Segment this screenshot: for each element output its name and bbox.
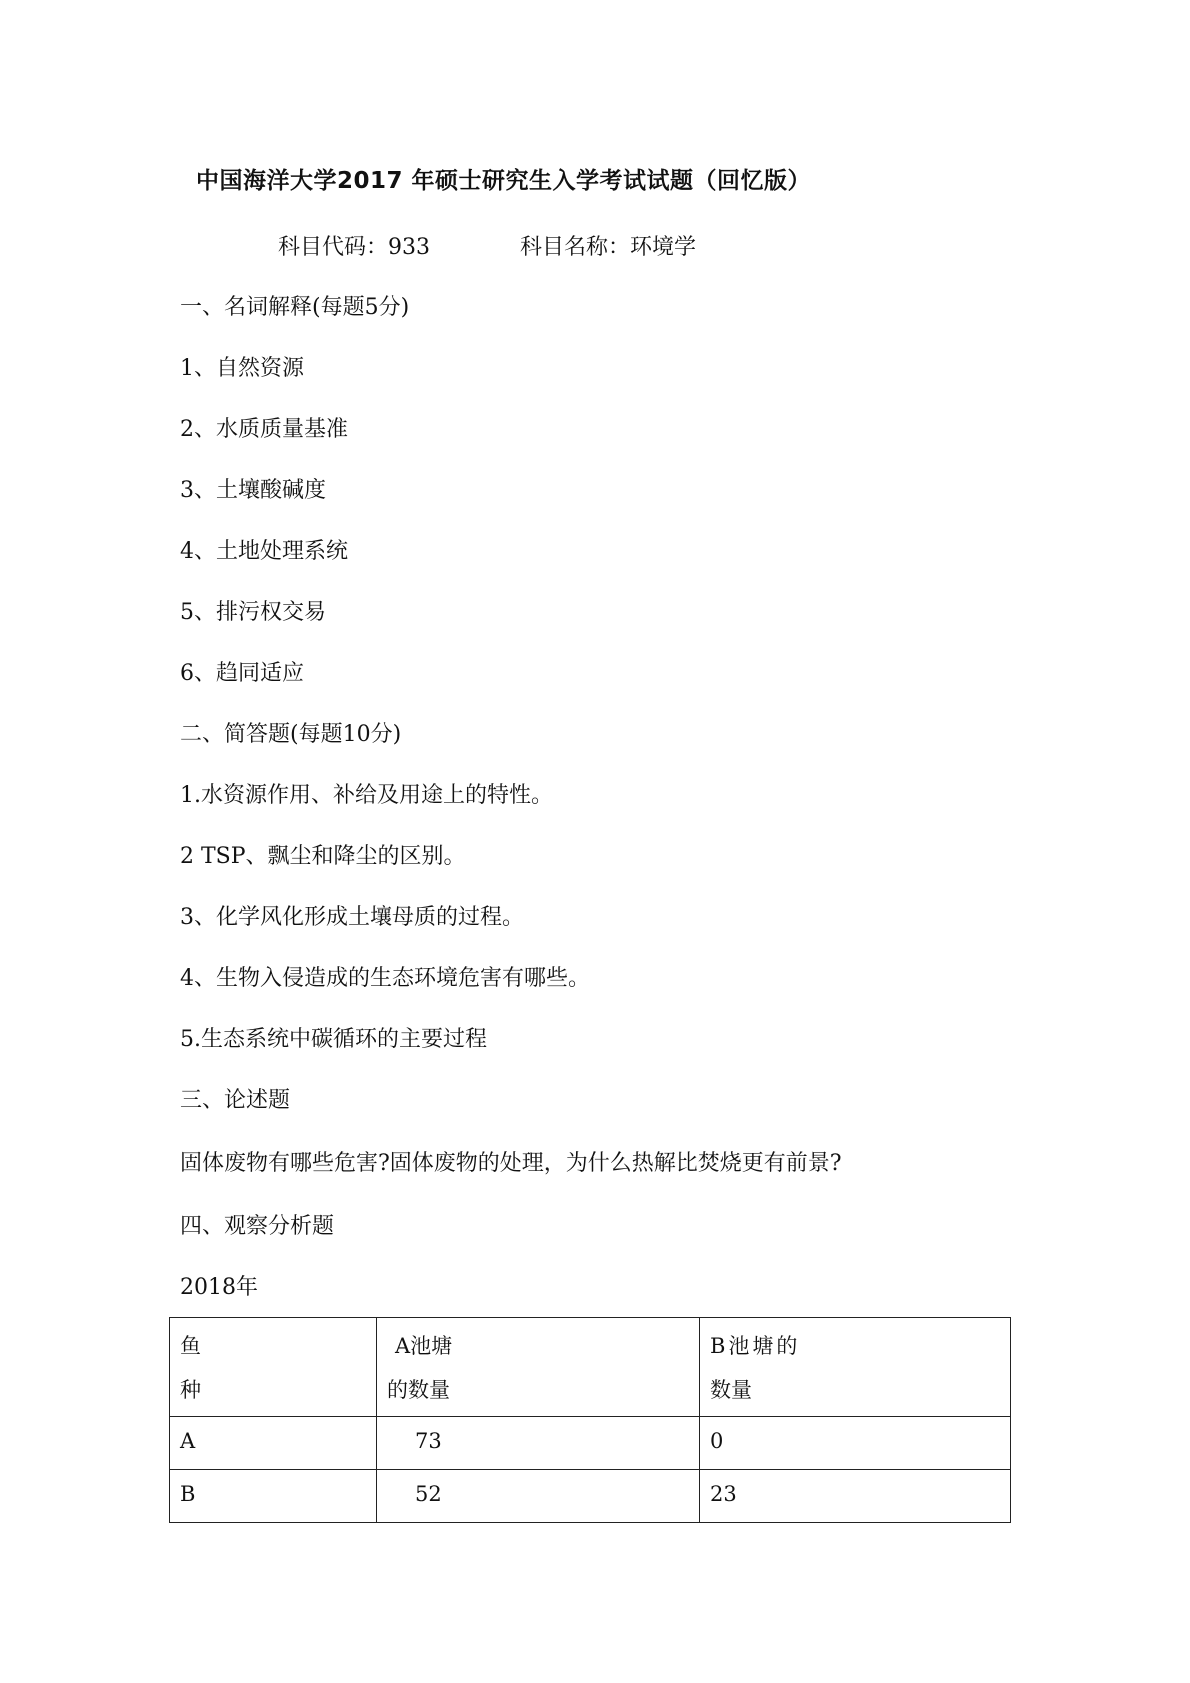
term-item-1: 1、自然资源 xyxy=(180,356,304,381)
table-header-row xyxy=(170,1318,1011,1417)
header-pond-a-count: A池塘 的数量 xyxy=(377,1318,700,1417)
cell-species: B xyxy=(170,1470,377,1523)
cell-pond-b: 0 xyxy=(700,1417,1011,1470)
short-question-2: 2 TSP、飘尘和降尘的区别。 xyxy=(180,844,466,869)
table-year-label: 2018年 xyxy=(180,1275,258,1300)
table-row xyxy=(170,1417,1011,1470)
term-item-3: 3、土壤酸碱度 xyxy=(180,478,326,503)
exam-title: 中国海洋大学2017 年硕士研究生入学考试试题（回忆版） xyxy=(196,168,812,194)
table-row xyxy=(170,1470,1011,1523)
fish-count-table xyxy=(169,1317,1011,1523)
section-3-heading: 三、论述题 xyxy=(180,1088,291,1113)
essay-question: 固体废物有哪些危害?固体废物的处理，为什么热解比焚烧更有前景? xyxy=(180,1151,842,1176)
short-question-3: 3、化学风化形成土壤母质的过程。 xyxy=(180,905,524,930)
term-item-4: 4、土地处理系统 xyxy=(180,539,348,564)
subject-code: 科目代码：933 xyxy=(278,235,430,260)
section-1-heading: 一、名词解释(每题5分) xyxy=(180,295,410,320)
short-question-1: 1.水资源作用、补给及用途上的特性。 xyxy=(180,783,553,808)
header-species: 鱼 种 xyxy=(170,1318,377,1417)
term-item-5: 5、排污权交易 xyxy=(180,600,326,625)
cell-species: A xyxy=(170,1417,377,1470)
header-pond-b-count: B池塘的 数量 xyxy=(700,1318,1011,1417)
term-item-2: 2、水质质量基准 xyxy=(180,417,348,442)
cell-pond-b: 23 xyxy=(700,1470,1011,1523)
section-4-heading: 四、观察分析题 xyxy=(180,1214,335,1239)
cell-pond-a: 73 xyxy=(377,1417,700,1470)
subject-name: 科目名称：环境学 xyxy=(520,235,697,260)
cell-pond-a: 52 xyxy=(377,1470,700,1523)
section-2-heading: 二、简答题(每题10分) xyxy=(180,722,402,747)
short-question-4: 4、生物入侵造成的生态环境危害有哪些。 xyxy=(180,966,590,991)
term-item-6: 6、趋同适应 xyxy=(180,661,304,686)
short-question-5: 5.生态系统中碳循环的主要过程 xyxy=(180,1027,487,1052)
